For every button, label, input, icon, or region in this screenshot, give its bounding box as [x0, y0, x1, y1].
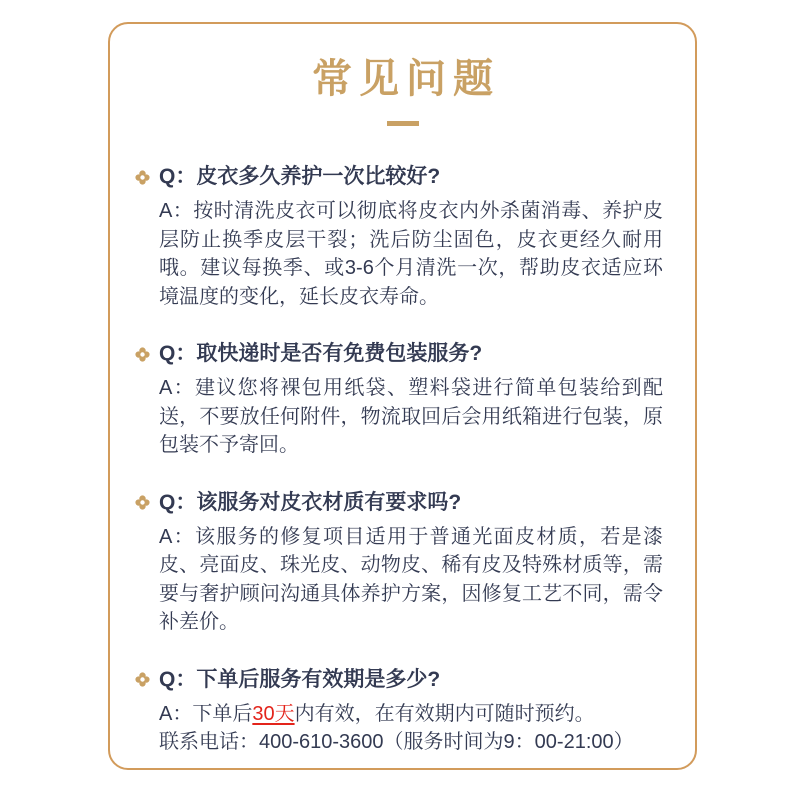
answer-text: A：按时清洗皮衣可以彻底将皮衣内外杀菌消毒、养护皮层防止换季皮层干裂；洗后防尘固色，皮衣更经久耐用哦。建议每换季、或3-6个月清洗一次，帮助皮衣适应环境温度的变化，延长皮衣寿命。 — [159, 200, 663, 308]
sparkle-icon — [134, 169, 151, 186]
answer-text: A：该服务的修复项目适用于普通光面皮材质，若是漆皮、亮面皮、珠光皮、动物皮、稀有皮及特殊材质等，需要与奢护顾问沟通具体养护方案，因修复工艺不同，需令补差价。 — [159, 525, 663, 633]
sparkle-icon — [134, 346, 151, 363]
question-text: Q：皮衣多久养护一次比较好? — [159, 165, 441, 188]
sparkle-icon — [134, 494, 151, 511]
faq-item-3 — [134, 488, 663, 637]
sparkle-icon — [134, 671, 151, 688]
faq-card — [108, 22, 697, 770]
question-text: Q：取快递时是否有免费包装服务? — [159, 342, 483, 365]
page-title: 常见问题 — [312, 57, 500, 101]
question-row — [134, 665, 663, 695]
validity-highlight: 30天 — [252, 702, 295, 725]
answer-suffix: 内有效，在有效期内可随时预约。 — [294, 702, 595, 725]
faq-item-2 — [134, 339, 663, 460]
answer-text — [159, 700, 663, 729]
answer-prefix: A：下单后 — [159, 702, 253, 725]
title-divider — [387, 121, 419, 126]
question-row — [134, 488, 663, 518]
question-row — [134, 162, 663, 192]
faq-sections — [134, 162, 663, 757]
question-text: Q：下单后服务有效期是多少? — [159, 667, 441, 691]
question-row — [134, 339, 663, 369]
faq-item-1 — [134, 162, 663, 311]
question-text: Q：该服务对皮衣材质有要求吗? — [159, 490, 462, 514]
faq-item-4 — [134, 665, 663, 757]
answer-text: A：建议您将裸包用纸袋、塑料袋进行简单包装给到配送，不要放任何附件，物流取回后会用纸箱进行包装，原包装不予寄回。 — [159, 377, 663, 456]
contact-phone: 联系电话：400-610-3600（服务时间为9：00-21:00） — [159, 731, 634, 753]
